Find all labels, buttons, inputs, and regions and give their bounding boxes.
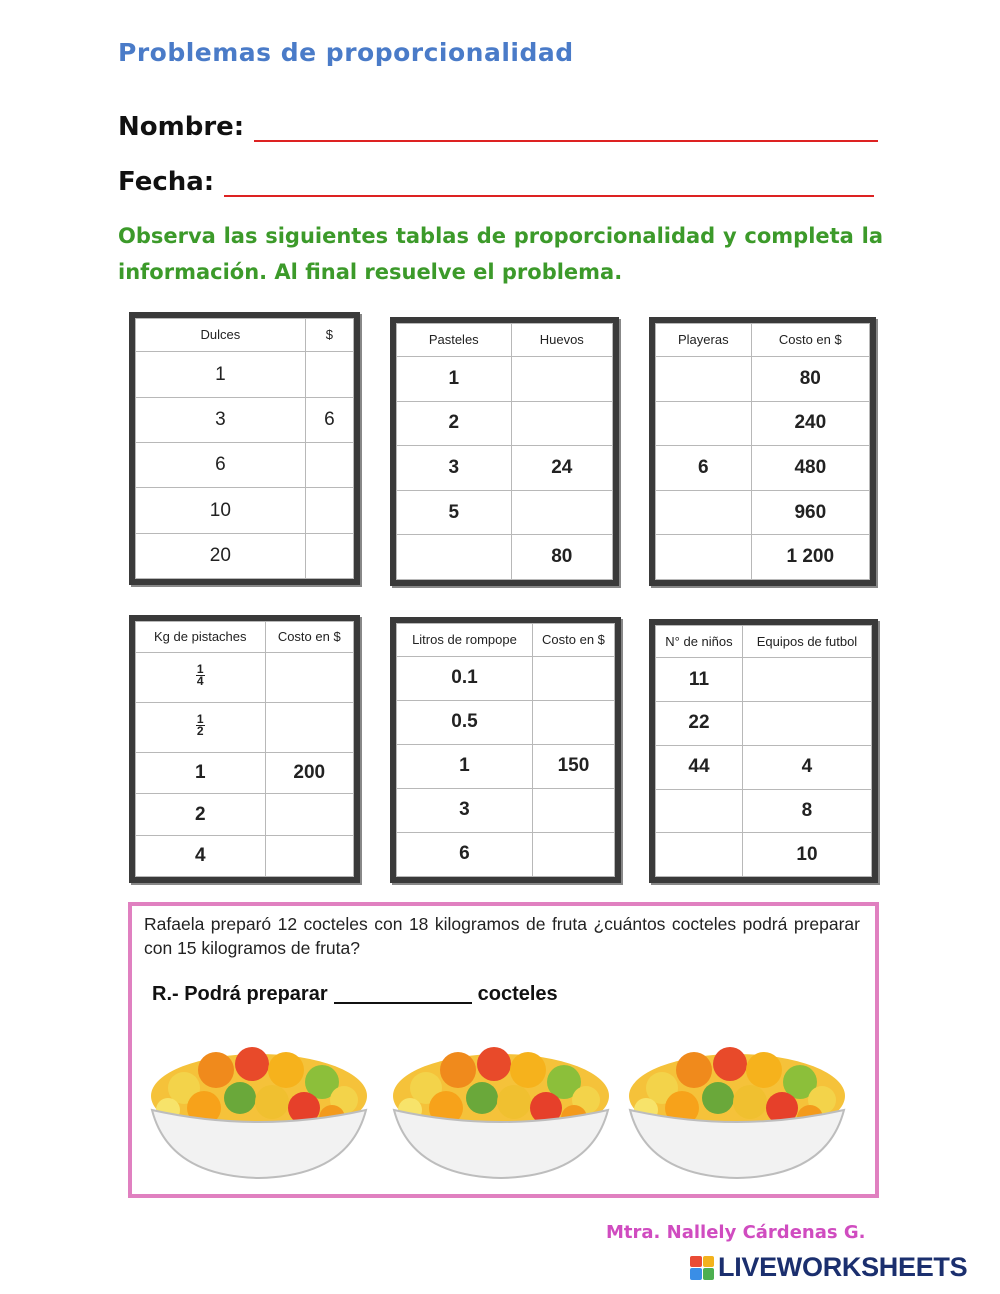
table-blank-cell[interactable]: [656, 490, 752, 535]
table-cell: 80: [751, 356, 869, 401]
table-header-row: [656, 626, 872, 658]
table-row: [397, 401, 613, 446]
table-pistaches: [129, 615, 360, 883]
table-blank-cell[interactable]: [265, 702, 353, 752]
table-blank-cell[interactable]: [511, 401, 612, 446]
table-blank-cell[interactable]: [305, 488, 353, 533]
table-row: [656, 535, 870, 580]
table-row: [136, 397, 354, 442]
table-row: [136, 652, 354, 702]
table-cell: 1: [397, 356, 512, 401]
table-row: [656, 658, 872, 702]
table-row: [136, 533, 354, 578]
table-row: [136, 488, 354, 533]
table-blank-cell[interactable]: [532, 832, 614, 876]
answer-suffix: cocteles: [477, 982, 558, 1005]
table-dulces-grid: [135, 318, 354, 579]
table-cell: 3: [397, 446, 512, 491]
table-row: [397, 446, 613, 491]
table-cell: 6: [305, 397, 353, 442]
table-blank-cell[interactable]: [656, 833, 743, 877]
table-blank-cell[interactable]: [742, 658, 871, 702]
answer-prefix: R.- Podrá preparar: [152, 982, 328, 1005]
table-cell: 0.1: [397, 656, 533, 700]
table-blank-cell[interactable]: [742, 702, 871, 746]
table-cell: 22: [656, 702, 743, 746]
table-blank-cell[interactable]: [397, 535, 512, 580]
table-blank-cell[interactable]: [511, 490, 612, 535]
liveworksheets-logo[interactable]: [690, 1252, 967, 1283]
table-cell: 480: [751, 446, 869, 491]
table-header-row: [136, 319, 354, 352]
table-cell: 10: [742, 833, 871, 877]
table-header-cell: Equipos de futbol: [742, 626, 871, 658]
table-cell: 4: [136, 835, 266, 876]
table-header-cell: Dulces: [136, 319, 306, 352]
table-row: [656, 401, 870, 446]
table-row: [136, 443, 354, 488]
table-blank-cell[interactable]: [305, 443, 353, 488]
fruit-bowl-image: [144, 1026, 374, 1186]
table-row: [136, 753, 354, 794]
table-pistaches-grid: [135, 621, 354, 877]
table-header-cell: Kg de pistaches: [136, 622, 266, 653]
table-row: [136, 835, 354, 876]
table-row: [656, 446, 870, 491]
table-cell: [136, 702, 266, 752]
table-cell: 960: [751, 490, 869, 535]
table-header-row: [136, 622, 354, 653]
table-blank-cell[interactable]: [656, 789, 743, 833]
table-blank-cell[interactable]: [305, 352, 353, 397]
table-cell: 4: [742, 745, 871, 789]
table-cell: 44: [656, 745, 743, 789]
table-row: [656, 356, 870, 401]
table-cell: 0.5: [397, 700, 533, 744]
table-row: [656, 490, 870, 535]
table-row: [397, 490, 613, 535]
instructions: Observa las siguientes tablas de proporcionalidad y completa la información. Al final resuelve el problema.: [118, 224, 883, 284]
table-row: [397, 700, 615, 744]
table-cell: 10: [136, 488, 306, 533]
table-cell: 11: [656, 658, 743, 702]
liveworksheets-logo-icon: [690, 1256, 714, 1280]
table-pasteles-grid: [396, 323, 613, 580]
table-header-cell: N° de niños: [656, 626, 743, 658]
author-credit: Mtra. Nallely Cárdenas G.: [606, 1222, 866, 1243]
table-cell: 1: [136, 352, 306, 397]
table-header-cell: Litros de rompope: [397, 624, 533, 657]
table-row: [656, 789, 872, 833]
table-blank-cell[interactable]: [656, 535, 752, 580]
fruit-bowl-image: [386, 1026, 616, 1186]
table-header-cell: Costo en $: [751, 324, 869, 357]
table-blank-cell[interactable]: [532, 700, 614, 744]
table-row: [397, 744, 615, 788]
table-cell: 1 200: [751, 535, 869, 580]
brand-name: LIVEWORKSHEETS: [718, 1252, 968, 1282]
table-blank-cell[interactable]: [656, 356, 752, 401]
table-cell: 20: [136, 533, 306, 578]
table-pasteles: [390, 317, 619, 586]
table-playeras: [649, 317, 876, 586]
table-header-row: [397, 624, 615, 657]
table-cell: 6: [136, 443, 306, 488]
table-cell: 80: [511, 535, 612, 580]
fraction-value: $\frac{1}{4}$: [196, 661, 204, 688]
problem-box: [128, 902, 879, 1198]
name-label: Nombre:: [118, 112, 245, 142]
date-label: Fecha:: [118, 167, 215, 197]
table-header-cell: Playeras: [656, 324, 752, 357]
answer-input[interactable]: [334, 984, 472, 1004]
table-cell: 6: [656, 446, 752, 491]
table-header-cell: Costo en $: [532, 624, 614, 657]
table-cell: 1: [136, 753, 266, 794]
date-input-line[interactable]: [224, 169, 874, 197]
table-futbol: [649, 619, 878, 883]
table-row: [136, 794, 354, 835]
table-blank-cell[interactable]: [265, 652, 353, 702]
problem-question: Rafaela preparó 12 cocteles con 18 kilogramos de fruta ¿cuántos cocteles podrá preparar con 15 kilogramos de fruta?: [144, 914, 860, 958]
table-cell: 3: [397, 788, 533, 832]
table-header-row: [656, 324, 870, 357]
table-blank-cell[interactable]: [265, 835, 353, 876]
table-row: [397, 832, 615, 876]
table-cell: 2: [397, 401, 512, 446]
table-row: [397, 788, 615, 832]
table-blank-cell[interactable]: [305, 533, 353, 578]
table-header-row: [397, 324, 613, 357]
table-rompope: [390, 617, 621, 883]
table-cell: 150: [532, 744, 614, 788]
table-row: [656, 702, 872, 746]
table-futbol-grid: [655, 625, 872, 877]
name-field: [118, 112, 878, 142]
table-cell: 240: [751, 401, 869, 446]
table-row: [397, 535, 613, 580]
fruit-bowl-image: [622, 1026, 852, 1186]
table-cell: [136, 652, 266, 702]
table-blank-cell[interactable]: [656, 401, 752, 446]
table-header-cell: Costo en $: [265, 622, 353, 653]
table-blank-cell[interactable]: [532, 788, 614, 832]
table-cell: 24: [511, 446, 612, 491]
table-cell: 3: [136, 397, 306, 442]
table-header-cell: Pasteles: [397, 324, 512, 357]
table-row: [656, 833, 872, 877]
table-dulces: [129, 312, 360, 585]
table-cell: 6: [397, 832, 533, 876]
table-cell: 8: [742, 789, 871, 833]
table-blank-cell[interactable]: [511, 356, 612, 401]
table-row: [136, 702, 354, 752]
table-playeras-grid: [655, 323, 870, 580]
page-title: Problemas de proporcionalidad: [118, 38, 574, 67]
date-field: [118, 167, 874, 197]
table-blank-cell[interactable]: [265, 794, 353, 835]
table-row: [397, 656, 615, 700]
table-row: [397, 356, 613, 401]
table-row: [136, 352, 354, 397]
table-cell: 5: [397, 490, 512, 535]
table-header-cell: $: [305, 319, 353, 352]
table-blank-cell[interactable]: [532, 656, 614, 700]
answer-line: [138, 968, 592, 1020]
table-cell: 2: [136, 794, 266, 835]
fraction-value: $\frac{1}{2}$: [196, 711, 204, 738]
name-input-line[interactable]: [254, 114, 878, 142]
table-cell: 200: [265, 753, 353, 794]
table-header-cell: Huevos: [511, 324, 612, 357]
table-rompope-grid: [396, 623, 615, 877]
table-row: [656, 745, 872, 789]
table-cell: 1: [397, 744, 533, 788]
